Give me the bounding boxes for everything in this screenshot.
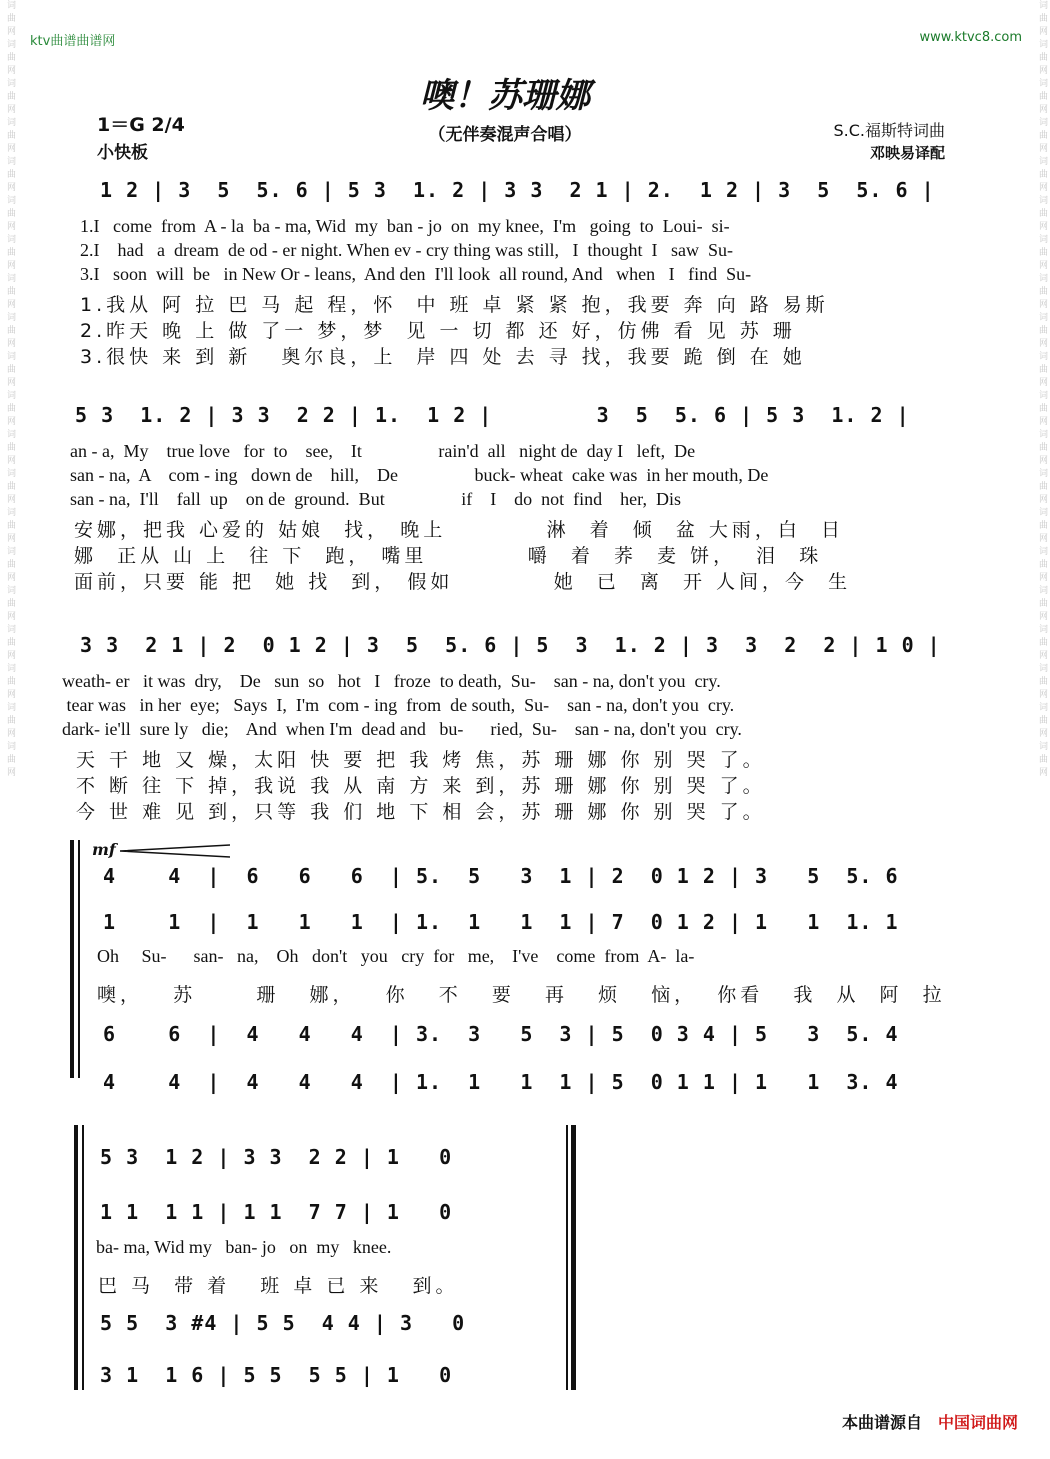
footer-link[interactable]: 中国词曲网 <box>937 1413 1018 1432</box>
chorus-system-2 <box>0 1125 1050 1395</box>
tenor-line: 6 6 | 4 4 4 | 3. 3 5 3 | 5 0 3 4 | 5 3 5. 4 <box>103 1022 899 1046</box>
footer-source <box>842 1410 1018 1433</box>
lyric-verse-1-zh: 天 干 地 又 燥，太阳 快 要 把 我 烤 焦，苏 珊 娜 你 别 哭 了。 <box>76 749 766 771</box>
lyric-verse-2-zh: 不 断 往 下 掉，我说 我 从 南 方 来 到，苏 珊 娜 你 别 哭 了。 <box>76 775 766 797</box>
final-barline-thick <box>571 1125 576 1390</box>
crescendo-hairpin <box>120 844 230 858</box>
lyric-verse-2-zh: 2.昨天 晚 上 做 了一 梦，梦 见 一 切 都 还 好，仿佛 看 见 苏 珊 <box>80 320 796 342</box>
footer-label: 本曲谱源自 <box>841 1413 922 1432</box>
lyric-verse-1-en: 1.I come from A - la ba - ma, Wid my ban - jo on my knee, I'm going to Loui- si- <box>80 216 730 236</box>
key-signature: 1＝G 2/4 <box>97 114 185 136</box>
lyric-verse-2-en: san - na, A com - ing down de hill, De buck- wheat cake was in her mouth, De <box>70 465 769 485</box>
song-title: 噢！苏珊娜 <box>420 76 590 116</box>
system-line <box>78 840 80 1078</box>
lyric-verse-1-en: weath- er it was dry, De sun so hot I froze to death, Su- san - na, don't you cry. <box>62 671 721 691</box>
lyric-verse-3-zh: 3.很快 来 到 新 奥尔良，上 岸 四 处 去 寻 找，我要 跪 倒 在 她 <box>80 346 806 368</box>
side-watermark-left: 词曲网词曲网词曲网词曲网词曲网词曲网词曲网词曲网词曲网词曲网词曲网词曲网词曲网词曲网词曲网词曲网词曲网词曲网词曲网词曲网 <box>5 0 15 780</box>
translator-credit: 邓映易译配 <box>869 144 945 162</box>
lyric-verse-1-en: an - a, My true love for to see, It rain'd all night de day I left, De <box>70 441 696 461</box>
site-url[interactable]: www.ktvc8.com <box>919 30 1022 45</box>
tenor-line: 5 5 3 #4 | 5 5 4 4 | 3 0 <box>100 1311 466 1335</box>
melody-line: 3 3 2 1 | 2 0 1 2 | 3 5 5. 6 | 5 3 1. 2 | 3 3 2 2 | 1 0 | <box>80 633 941 657</box>
lyric-verse-2-en: 2.I had a dream de od - er night. When ev - cry thing was still, I thought I saw Su- <box>80 240 734 260</box>
melody-line: 1 2 | 3 5 5. 6 | 5 3 1. 2 | 3 3 2 1 | 2. 1 2 | 3 5 5. 6 | <box>100 178 935 202</box>
system-line <box>82 1125 84 1390</box>
alto-line: 1 1 1 1 | 1 1 7 7 | 1 0 <box>100 1200 453 1224</box>
bass-line: 4 4 | 4 4 4 | 1. 1 1 1 | 5 0 1 1 | 1 1 3. 4 <box>103 1070 899 1094</box>
composer-credit: S.C.福斯特词曲 <box>833 121 945 140</box>
bass-line: 3 1 1 6 | 5 5 5 5 | 1 0 <box>100 1363 453 1387</box>
chorus-system-1 <box>0 840 1050 1094</box>
lyric-verse-3-en: 3.I soon will be in New Or - leans, And den I'll look all round, And when I find Su- <box>80 264 752 284</box>
chorus-lyrics-en: Oh Su- san- na, Oh don't you cry for me, I've come from A- la- <box>97 946 695 966</box>
alto-line: 1 1 | 1 1 1 | 1. 1 1 1 | 7 0 1 2 | 1 1 1. 1 <box>103 910 899 934</box>
chorus-lyrics-zh: 巴 马 带 着 班 卓 已 来 到。 <box>98 1275 459 1297</box>
lyric-verse-2-zh: 娜 正从 山 上 往 下 跑， 嘴里 嚼 着 荞 麦 饼， 泪 珠 <box>74 545 823 567</box>
soprano-line: 4 4 | 6 6 6 | 5. 5 3 1 | 2 0 1 2 | 3 5 5. 6 <box>103 864 899 888</box>
lyric-verse-3-en: dark- ie'll sure ly die; And when I'm dead and bu- ried, Su- san - na, don't you cry. <box>62 719 742 739</box>
chorus-lyrics-zh: 噢， 苏 珊 娜， 你 不 要 再 烦 恼， 你看 我 从 阿 拉 <box>97 984 946 1006</box>
song-subtitle: （无伴奏混声合唱） <box>428 125 582 145</box>
chorus-lyrics-en: ba- ma, Wid my ban- jo on my knee. <box>96 1237 392 1257</box>
dynamic-mark: mf <box>92 840 116 859</box>
side-watermark-right: 词曲网词曲网词曲网词曲网词曲网词曲网词曲网词曲网词曲网词曲网词曲网词曲网词曲网词曲网词曲网词曲网词曲网词曲网词曲网词曲网 <box>1037 0 1047 780</box>
site-label-left: ktv曲谱曲谱网 <box>30 34 116 49</box>
lyric-verse-2-en: tear was in her eye; Says I, I'm com - ing from de south, Su- san - na, don't you cry. <box>62 695 735 715</box>
final-barline-thin <box>566 1125 568 1390</box>
system-brace <box>74 1125 78 1390</box>
lyric-verse-1-zh: 1.我从 阿 拉 巴 马 起 程，怀 中 班 卓 紧 紧 抱，我要 奔 向 路 易斯 <box>80 294 829 316</box>
lyric-verse-1-zh: 安娜，把我 心爱的 姑娘 找， 晚上 淋 着 倾 盆 大雨，白 日 <box>74 519 844 541</box>
melody-line: 5 3 1. 2 | 3 3 2 2 | 1. 1 2 | 3 5 5. 6 | 5 3 1. 2 | <box>75 403 910 427</box>
tempo-marking: 小快板 <box>97 143 148 163</box>
soprano-line: 5 3 1 2 | 3 3 2 2 | 1 0 <box>100 1145 453 1169</box>
lyric-verse-3-zh: 面前，只要 能 把 她 找 到， 假如 她 已 离 开 人间，今 生 <box>74 571 852 593</box>
lyric-verse-3-en: san - na, I'll fall up on de ground. But if I do not find her, Dis <box>70 489 681 509</box>
lyric-verse-3-zh: 今 世 难 见 到，只等 我 们 地 下 相 会，苏 珊 娜 你 别 哭 了。 <box>76 801 766 823</box>
system-brace <box>70 840 74 1078</box>
